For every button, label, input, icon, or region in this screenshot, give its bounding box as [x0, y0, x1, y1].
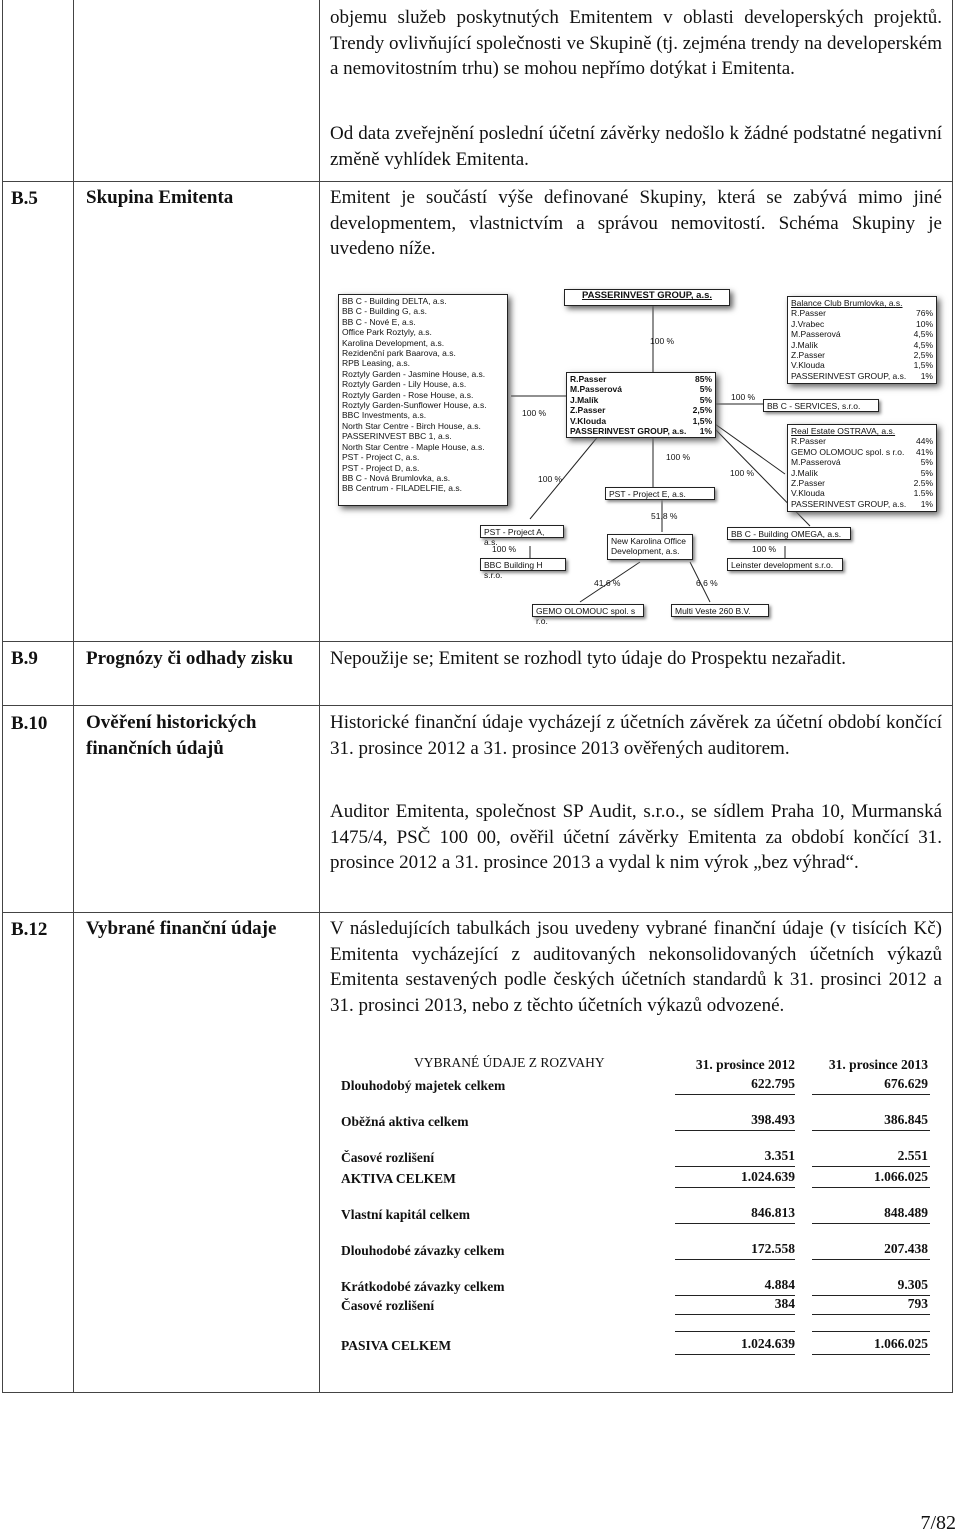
owner-name: R.Passer	[570, 374, 607, 384]
ownership-row	[570, 426, 712, 436]
table-cell-2013: 386.845	[884, 1112, 928, 1127]
org-box-top	[564, 289, 730, 306]
section-title-b12: Vybrané finanční údaje	[86, 918, 277, 939]
owner-share: 76%	[915, 308, 933, 319]
ownership-row	[570, 405, 712, 415]
owner-share: 1,5%	[913, 360, 933, 371]
ownership-row	[791, 329, 933, 339]
owner-name: V.Klouda	[791, 360, 825, 371]
pct-label-psta: 100 %	[538, 474, 563, 484]
row-overline-2013	[812, 1331, 930, 1332]
org-box-owners	[566, 372, 716, 438]
row-underline-2013	[812, 1166, 930, 1167]
org-multi-veste-label: Multi Veste 260 B.V.	[675, 606, 751, 616]
row-overline-2012	[675, 1331, 795, 1332]
intro-paragraph-2: Od data zveřejnění poslední účetní závěrky nedošlo k žádné podstatné negativní změně vyhlídek Emitenta.	[330, 123, 942, 170]
ownership-row	[791, 488, 933, 498]
section-title-b5: Skupina Emitenta	[86, 187, 234, 208]
org-list-item: Rezidenční park Baarova, a.s.	[342, 348, 456, 359]
section-code-b5: B.5	[11, 188, 38, 209]
owner-name: Z.Passer	[570, 405, 606, 416]
row-underline-2012	[675, 1223, 795, 1224]
row-underline-2012	[675, 1187, 795, 1188]
owner-share: 85%	[694, 374, 712, 384]
table-row-label: Časové rozlišení	[341, 1150, 435, 1165]
org-box-multi-veste	[671, 604, 769, 617]
org-gemo-label: GEMO OLOMOUC spol. s r.o.	[536, 606, 636, 627]
ownership-row	[791, 468, 933, 478]
org-list-item: BB C - Nová Brumlovka, a.s.	[342, 472, 451, 483]
org-box-pst-a	[480, 525, 564, 548]
org-list-item: Roztyly Garden - Rose House, a.s.	[342, 389, 474, 400]
section-text-b10-2: Auditor Emitenta, společnost SP Audit, s.r.o., se sídlem Praha 10, Murmanská 1475/4, PSČ 100 00, ověřil účetní závěrky Emitenta za období končící 31. prosince 2012 a 31. prosince 2013 a vydal k nim výrok „bez výhrad“.	[330, 801, 942, 874]
org-list-item: RPB Leasing, a.s.	[342, 358, 411, 369]
org-list-item: PASSERINVEST BBC 1, a.s.	[342, 431, 452, 442]
org-list-item: BBC Investments, a.s.	[342, 410, 427, 421]
table-cell-2012: 3.351	[764, 1148, 795, 1163]
table-cell-2013: 207.438	[884, 1241, 928, 1256]
pct-label-ostrava: 100 %	[730, 468, 755, 478]
row-underline-2013	[812, 1259, 930, 1260]
owner-name: J.Malík	[791, 467, 818, 478]
owner-share: 2,5%	[692, 405, 712, 416]
org-new-karolina-label: New Karolina Office Development, a.s.	[611, 536, 686, 557]
owner-name: PASSERINVEST GROUP, a.s.	[570, 426, 687, 437]
ownership-row	[791, 436, 933, 446]
table-cell-2012: 398.493	[751, 1112, 795, 1127]
ownership-row	[791, 360, 933, 370]
ownership-row	[570, 384, 712, 394]
org-list-item: Karolina Development, a.s.	[342, 337, 445, 348]
owner-name: R.Passer	[791, 308, 826, 319]
org-pst-a-label: PST - Project A, a.s.	[484, 527, 545, 548]
ownership-row	[791, 319, 933, 329]
owner-name: V.Klouda	[570, 415, 607, 426]
pct-label-gemo: 41,6 %	[594, 578, 621, 588]
section-text-b9: Nepoužije se; Emitent se rozhodl tyto údaje do Prospektu nezařadit.	[330, 648, 847, 669]
table-cell-2013: 9.305	[897, 1277, 928, 1292]
owner-name: Z.Passer	[791, 350, 826, 361]
owner-name: V.Klouda	[791, 488, 825, 499]
table-row-label: Vlastní kapitál celkem	[341, 1207, 471, 1222]
owner-share: 4,5%	[913, 329, 933, 340]
org-list-item: Office Park Roztyly, a.s.	[342, 327, 432, 338]
owner-name: M.Passerová	[570, 384, 622, 395]
org-box-new-karolina	[607, 534, 693, 560]
owner-name: J.Malík	[791, 339, 818, 350]
owner-share: 1,5%	[692, 415, 712, 426]
ownership-row	[791, 371, 933, 381]
owner-name: Z.Passer	[791, 478, 826, 489]
org-list-item: PST - Project C, a.s.	[342, 452, 420, 463]
group-structure-chart	[330, 284, 942, 627]
owner-share: 1.5%	[913, 488, 933, 499]
org-bbc-building-h-label: BBC Building H s.r.o.	[484, 560, 543, 581]
owner-share: 1%	[699, 426, 712, 437]
owner-share: 5%	[920, 457, 933, 468]
column-divider-1	[73, 0, 74, 1392]
org-box-balance-club	[787, 296, 937, 384]
ownership-row	[791, 478, 933, 488]
org-box-title: Balance Club Brumlovka, a.s.	[791, 298, 903, 308]
column-divider-2	[319, 0, 320, 1392]
ownership-row	[791, 308, 933, 318]
owner-share: 41%	[915, 446, 933, 457]
table-cell-2013: 1.066.025	[874, 1336, 928, 1351]
section-text-b5: Emitent je součástí výše definované Skupiny, která se zabývá mimo jiné developmentem, vlastnictvím a správou nemovitostí. Schéma Skupiny je uvedeno níže.	[330, 187, 942, 260]
org-bbc-omega-label: BB C - Building OMEGA, a.s.	[731, 529, 842, 539]
table-heading: VYBRANÉ ÚDAJE Z ROZVAHY	[414, 1055, 605, 1070]
org-box-bbc-omega	[727, 527, 851, 540]
org-box-pst-e	[605, 487, 715, 500]
row-divider-b10	[3, 705, 952, 706]
org-list-item: Roztyly Garden - Lily House, a.s.	[342, 379, 467, 390]
pct-label-list: 100 %	[522, 408, 547, 418]
section-code-b10: B.10	[11, 713, 48, 734]
table-row-label: Krátkodobé závazky celkem	[341, 1279, 505, 1294]
table-row-label: Dlouhodobé závazky celkem	[341, 1243, 505, 1258]
org-list-item: BB C - Building G, a.s.	[342, 306, 428, 317]
org-box-bbc-building-h	[480, 558, 566, 581]
owner-share: 44%	[915, 436, 933, 447]
table-cell-2012: 1.024.639	[741, 1336, 795, 1351]
table-cell-2013: 1.066.025	[874, 1169, 928, 1184]
row-divider-b5	[3, 181, 952, 182]
org-list-item: BB Centrum - FILADELFIE, a.s.	[342, 483, 462, 494]
table-row-label: Časové rozlišení	[341, 1298, 435, 1313]
ownership-row	[791, 457, 933, 467]
intro-paragraph-1: objemu služeb poskytnutých Emitentem v oblasti developerských projektů. Trendy ovlivňující společnosti ve Skupině (tj. zejména trendy na developerském a nemovitostním trhu) se mohou nepřímo dotýkat i Emitenta.	[330, 7, 942, 80]
table-cell-2013: 2.551	[897, 1148, 928, 1163]
table-cell-2012: 1.024.639	[741, 1169, 795, 1184]
row-underline-2012	[675, 1130, 795, 1131]
table-cell-2013: 793	[907, 1296, 928, 1311]
column-header-2013: 31. prosince 2013	[828, 1057, 928, 1072]
owner-share: 5%	[699, 384, 712, 395]
ownership-row	[791, 350, 933, 360]
org-list-item: PST - Project D, a.s.	[342, 462, 420, 473]
table-row-label: Oběžná aktiva celkem	[341, 1114, 469, 1129]
row-underline-2012	[675, 1166, 795, 1167]
owner-share: 1%	[920, 498, 933, 509]
ownership-row	[791, 499, 933, 509]
row-underline-2012	[675, 1314, 795, 1315]
pct-label-pste: 100 %	[666, 452, 691, 462]
org-box-title: Real Estate OSTRAVA, a.s.	[791, 426, 896, 436]
org-list-item: Roztyly Garden-Sunflower House, a.s.	[342, 400, 487, 411]
owner-name: GEMO OLOMOUC spol. s r.o.	[791, 446, 905, 457]
owner-name: M.Passerová	[791, 329, 841, 340]
balance-sheet-table	[340, 1052, 940, 1362]
column-header-2012: 31. prosince 2012	[695, 1057, 795, 1072]
pct-label-top: 100 %	[650, 336, 675, 346]
row-divider-b9	[3, 641, 952, 642]
owner-name: R.Passer	[791, 436, 826, 447]
owner-share: 1%	[920, 370, 933, 381]
org-pst-e-label: PST - Project E, a.s.	[609, 489, 686, 499]
row-underline-2013	[812, 1094, 930, 1095]
pct-label-veste: 6,6 %	[696, 578, 718, 588]
row-divider-b12	[3, 912, 952, 913]
owner-name: PASSERINVEST GROUP, a.s.	[791, 498, 907, 509]
owner-name: J.Malík	[570, 394, 599, 405]
page-number: 7/82	[920, 1512, 956, 1534]
org-box-ostrava	[787, 424, 937, 512]
section-code-b12: B.12	[11, 919, 48, 940]
owner-name: PASSERINVEST GROUP, a.s.	[791, 370, 907, 381]
row-underline-2012	[675, 1259, 795, 1260]
pct-label-bbch: 100 %	[492, 544, 517, 554]
owner-share: 5%	[699, 394, 712, 405]
ownership-row	[791, 340, 933, 350]
section-code-b9: B.9	[11, 648, 38, 669]
org-box-left-list	[338, 294, 508, 506]
table-cell-2012: 172.558	[751, 1241, 795, 1256]
org-list-item: Roztyly Garden - Jasmine House, a.s.	[342, 368, 486, 379]
org-list-item: North Star Centre - Birch House, a.s.	[342, 420, 481, 431]
row-underline-2013	[812, 1223, 930, 1224]
owner-share: 5%	[920, 467, 933, 478]
owner-share: 10%	[915, 318, 933, 329]
org-list-item: North Star Centre - Maple House, a.s.	[342, 441, 485, 452]
org-list-item: BB C - Nové E, a.s.	[342, 316, 416, 327]
ownership-row	[570, 416, 712, 426]
section-title-b10: Ověření historických finančních údajů	[86, 712, 257, 759]
section-title-b9: Prognózy či odhady zisku	[86, 648, 294, 669]
table-cell-2012: 4.884	[764, 1277, 795, 1292]
table-cell-2012: 384	[774, 1296, 795, 1311]
table-row-label: Dlouhodobý majetek celkem	[341, 1078, 506, 1093]
ownership-row	[570, 395, 712, 405]
row-underline-2013	[812, 1354, 930, 1355]
owner-name: J.Vrabec	[791, 318, 825, 329]
org-list-item: BB C - Building DELTA, a.s.	[342, 296, 447, 306]
table-cell-2012: 622.795	[751, 1076, 795, 1091]
row-underline-2013	[812, 1187, 930, 1188]
owner-share: 4,5%	[913, 339, 933, 350]
table-cell-2012: 846.813	[751, 1205, 795, 1220]
org-bbc-services-label: BB C - SERVICES, s.r.o.	[767, 401, 861, 411]
org-box-leinster	[727, 558, 843, 571]
row-underline-2012	[675, 1094, 795, 1095]
pct-label-leinster: 100 %	[752, 544, 777, 554]
org-box-bbc-services	[763, 399, 879, 412]
owner-name: M.Passerová	[791, 457, 841, 468]
org-box-gemo	[532, 604, 644, 627]
owner-share: 2,5%	[913, 350, 933, 361]
row-underline-2013	[812, 1130, 930, 1131]
pct-label-services: 100 %	[731, 392, 756, 402]
section-text-b10-1: Historické finanční údaje vycházejí z účetních závěrek za účetní období končící 31. prosince 2012 a 31. prosince 2013 ověřených auditorem.	[330, 712, 942, 759]
table-cell-2013: 676.629	[884, 1076, 928, 1091]
ownership-row	[791, 447, 933, 457]
table-cell-2013: 848.489	[884, 1205, 928, 1220]
org-leinster-label: Leinster development s.r.o.	[731, 560, 834, 570]
pct-label-karolina: 51,8 %	[651, 511, 678, 521]
owner-share: 2.5%	[913, 478, 933, 489]
row-underline-2012	[675, 1354, 795, 1355]
section-text-b12: V následujících tabulkách jsou uvedeny vybrané finanční údaje (v tisících Kč) Emitenta vycházející z auditovaných nekonsolidovaných účetních výkazů Emitenta sestavených podle českých účetních standardů k 31. prosinci 2012 a 31. prosinci 2013, nebo z těchto účetních výkazů odvozené.	[330, 918, 942, 1016]
org-top-label: PASSERINVEST GROUP, a.s.	[581, 290, 713, 301]
row-underline-2013	[812, 1314, 930, 1315]
connector-owners-ostrava	[715, 424, 785, 474]
table-row-label: PASIVA CELKEM	[341, 1338, 452, 1353]
table-row-label: AKTIVA CELKEM	[341, 1171, 456, 1186]
ownership-row	[570, 374, 712, 384]
